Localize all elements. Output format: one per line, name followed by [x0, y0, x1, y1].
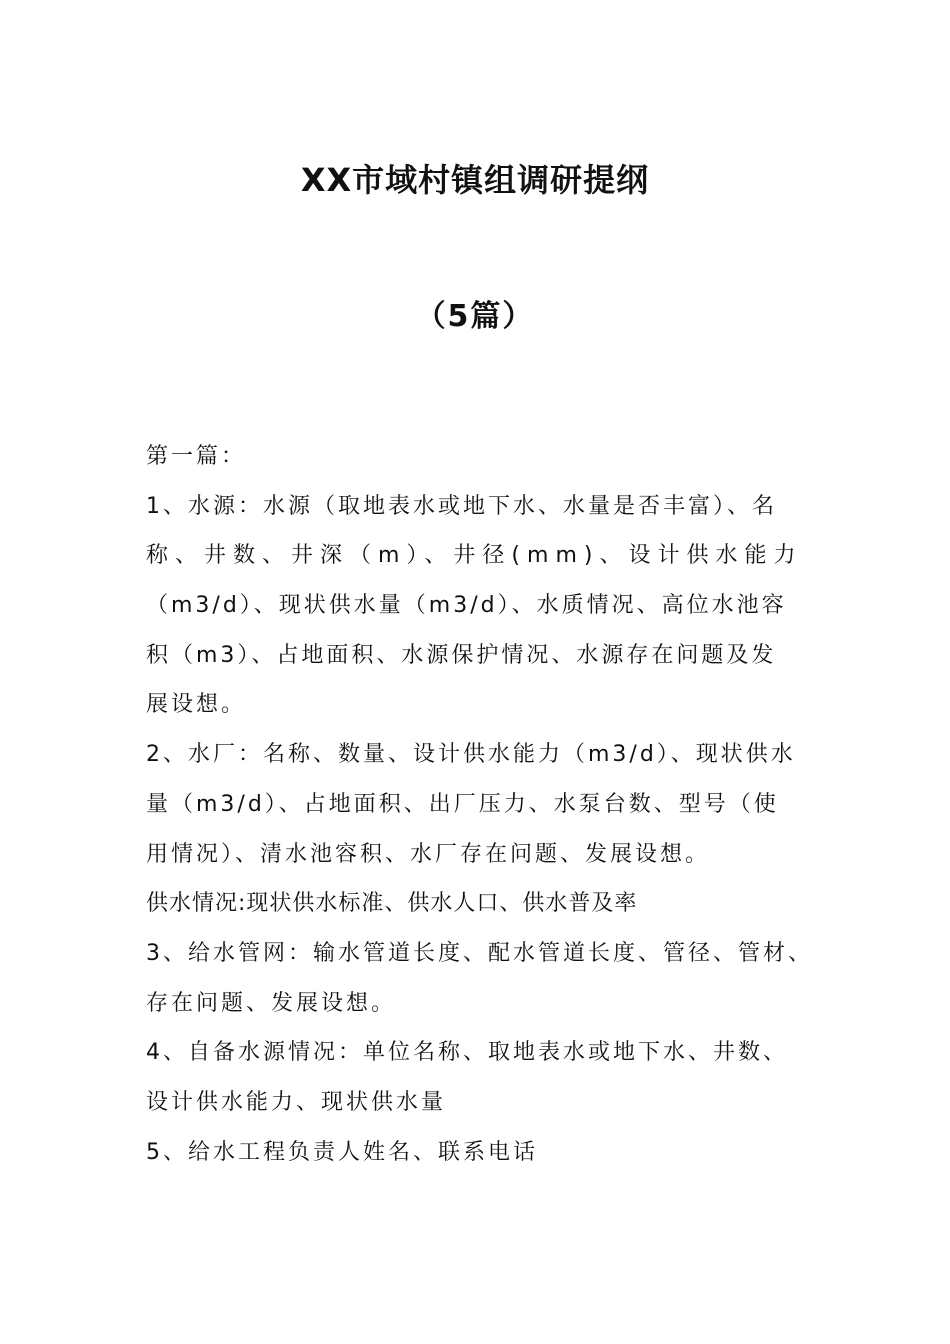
paragraph-line: 4、自备水源情况：单位名称、取地表水或地下水、井数、	[146, 1040, 788, 1066]
paragraph-line: 积（m3）、占地面积、水源保护情况、水源存在问题及发	[146, 642, 777, 668]
paragraph-line: 用情况）、清水池容积、水厂存在问题、发展设想。	[146, 841, 711, 867]
paragraph-line: 供水情况:现状供水标准、供水人口、供水普及率	[146, 891, 638, 917]
document-subtitle: （5篇）	[415, 299, 535, 334]
paragraph-line: （m3/d）、现状供水量（m3/d）、水质情况、高位水池容	[146, 593, 787, 619]
section-heading: 第一篇：	[146, 444, 247, 469]
document-body	[146, 432, 836, 1177]
paragraph-line: 量（m3/d）、占地面积、出厂压力、水泵台数、型号（使	[146, 791, 779, 817]
paragraph-line: 5、给水工程负责人姓名、联系电话	[146, 1139, 538, 1165]
paragraph-line: 设计供水能力、现状供水量	[146, 1089, 447, 1115]
paragraph-line: 2、水厂：名称、数量、设计供水能力（m3/d）、现状供水	[146, 742, 796, 768]
paragraph-line: 称、井数、井深（m）、井径(mm)、设计供水能力	[146, 543, 803, 569]
paragraph-line: 存在问题、发展设想。	[146, 990, 397, 1016]
paragraph-line: 展设想。	[146, 692, 247, 718]
paragraph-line: 1、水源：水源（取地表水或地下水、水量是否丰富）、名	[146, 493, 777, 519]
paragraph-line: 3、给水管网：输水管道长度、配水管道长度、管径、管材、	[146, 940, 813, 966]
document-title: XX市域村镇组调研提纲	[300, 161, 650, 199]
